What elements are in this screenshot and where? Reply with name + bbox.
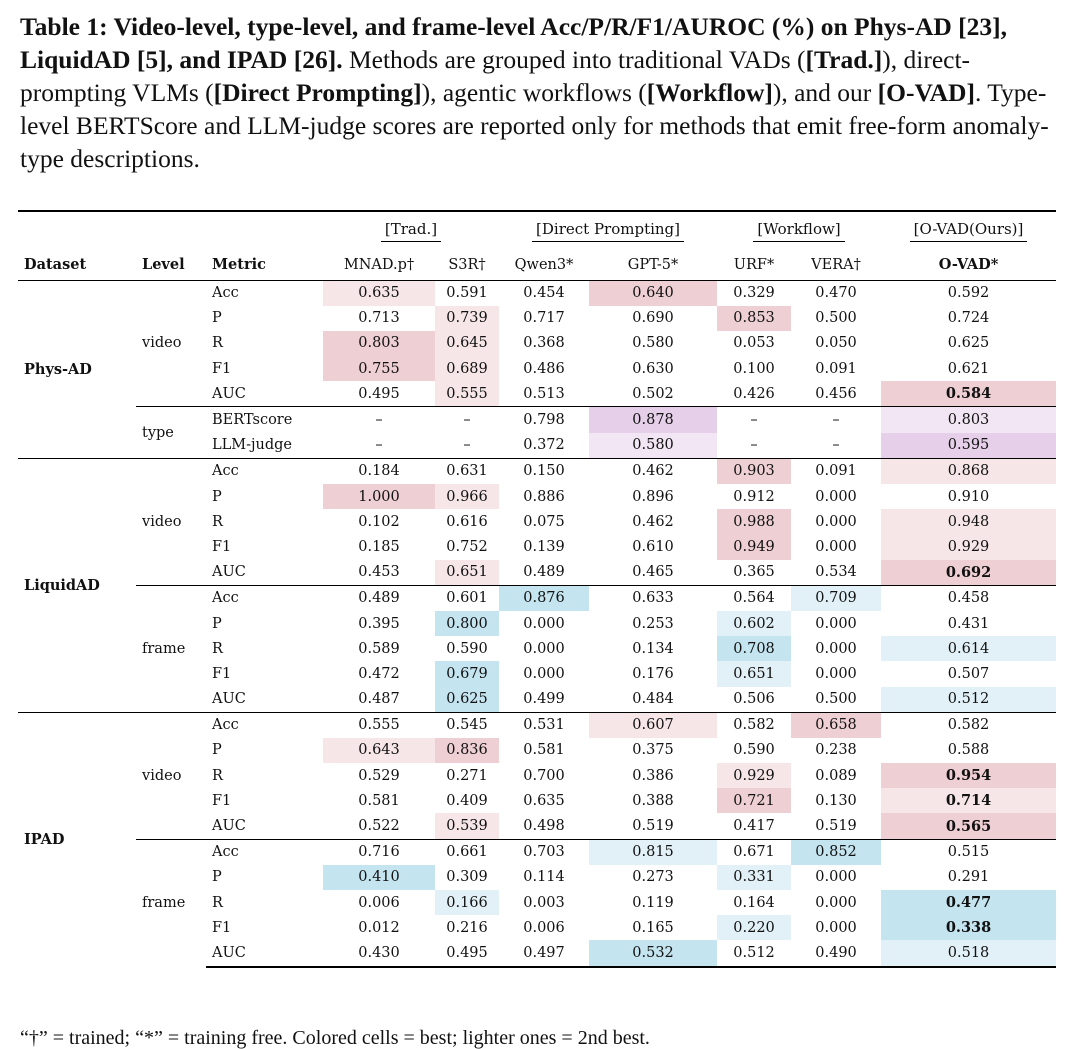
header-method: VERA†: [811, 256, 861, 273]
table-cell: 0.582: [717, 712, 791, 738]
table-cell: 0.100: [733, 360, 775, 377]
column-header-row: [18, 250, 1056, 280]
table-cell: 0.050: [815, 335, 857, 352]
table-cell: 0.456: [815, 385, 857, 402]
table-cell: 0.988: [717, 509, 791, 534]
table-cell: 0.000: [815, 513, 857, 530]
caption-body-4: ), and our: [772, 78, 878, 107]
table-cell: 0.309: [446, 869, 488, 886]
header-method: Qwen3*: [514, 256, 574, 273]
table-cell: 0.635: [323, 280, 435, 306]
table-cell: 0.531: [499, 712, 589, 738]
metric-label: Acc: [206, 839, 323, 865]
table-cell: 0.590: [733, 742, 775, 759]
table-cell: 0.000: [815, 640, 857, 657]
table-cell: 0.709: [791, 585, 881, 611]
table-cell: 0.498: [523, 818, 565, 835]
metric-label: R: [212, 513, 223, 530]
header-dataset: Dataset: [24, 256, 87, 274]
table-cell: 0.518: [881, 940, 1056, 966]
level-label: frame: [136, 585, 206, 712]
table-row: [18, 839, 1056, 865]
table-cell: 0.651: [435, 560, 499, 586]
metric-label: R: [212, 767, 223, 784]
table-cell: –: [375, 437, 383, 454]
table-cell: 0.497: [499, 940, 589, 966]
table-cell: 0.886: [523, 488, 565, 505]
caption-body-1: Methods are grouped into traditional VADs (: [342, 45, 806, 74]
caption-body-5: . Type-level BERTScore and LLM-judge scores are reported only for methods that emit free-form anomaly-type descriptions.: [20, 78, 1049, 173]
table-cell: 0.410: [323, 865, 435, 890]
table-cell: 0.502: [632, 385, 674, 402]
table-cell: 0.700: [523, 767, 565, 784]
table-cell: 0.640: [589, 280, 717, 306]
table-cell: 0.372: [523, 437, 565, 454]
table-cell: 0.000: [815, 869, 857, 886]
table-cell: 0.581: [358, 792, 400, 809]
table-cell: 0.581: [523, 742, 565, 759]
table-cell: 0.721: [717, 788, 791, 813]
table-cell: 0.003: [523, 894, 565, 911]
table-cell: 0.595: [881, 433, 1056, 459]
table-cell: 0.053: [733, 335, 775, 352]
metric-label: AUC: [212, 691, 246, 708]
table-cell: 0.703: [499, 839, 589, 865]
table-cell: 0.465: [632, 564, 674, 581]
table-cell: 0.089: [815, 767, 857, 784]
metric-label: Acc: [206, 458, 323, 484]
table-cell: 0.852: [791, 839, 881, 865]
table-cell: 0.630: [632, 360, 674, 377]
table-cell: 0.610: [632, 538, 674, 555]
table-cell: 0.616: [446, 513, 488, 530]
table-cell: 0.532: [589, 940, 717, 966]
table-cell: 0.375: [632, 742, 674, 759]
caption-group-ovad: [O-VAD]: [877, 78, 975, 107]
table-cell: 0.500: [815, 310, 857, 327]
table-cell: 0.495: [358, 385, 400, 402]
header-method: URF*: [733, 256, 775, 273]
table-cell: 0.529: [358, 767, 400, 784]
table-cell: 0.580: [589, 433, 717, 459]
table-row: [18, 585, 1056, 611]
metric-label: F1: [212, 919, 232, 936]
table-cell: 0.134: [632, 640, 674, 657]
table-cell: –: [435, 407, 499, 433]
table-cell: 0.291: [947, 869, 990, 886]
table-cell: 0.489: [523, 564, 565, 581]
table-cell: 0.555: [435, 381, 499, 407]
table-caption: [20, 10, 1058, 175]
table-cell: 0.176: [632, 665, 674, 682]
table-cell: 0.075: [523, 513, 565, 530]
table-cell: 0.454: [499, 280, 589, 306]
table-cell: 0.490: [791, 940, 881, 966]
table-cell: 0.580: [632, 335, 674, 352]
metric-label: AUC: [212, 564, 246, 581]
table-cell: 0.091: [791, 458, 881, 484]
metric-label: R: [212, 335, 223, 352]
table-cell: 0.114: [523, 869, 565, 886]
table-cell: 0.499: [523, 691, 565, 708]
table-cell: 0.591: [435, 280, 499, 306]
table-cell: 0.506: [733, 691, 775, 708]
table-cell: 0.588: [947, 742, 990, 759]
caption-group-workflow: [Workflow]: [646, 78, 773, 107]
table-cell: 0.948: [881, 509, 1056, 534]
table-cell: 0.470: [791, 280, 881, 306]
metric-label: Acc: [206, 280, 323, 306]
table-cell: 0.716: [323, 839, 435, 865]
group-ovad: [O-VAD(Ours)]: [881, 211, 1056, 250]
table-cell: 0.724: [947, 310, 990, 327]
table-cell: 0.929: [717, 763, 791, 788]
table-cell: 0.929: [881, 534, 1056, 559]
table-cell: 0.643: [323, 738, 435, 763]
table-cell: 0.635: [523, 792, 565, 809]
dataset-label: LiquidAD: [18, 458, 136, 712]
table-cell: 0.477: [881, 890, 1056, 915]
table-cell: 0.495: [435, 940, 499, 966]
table-cell: 0.184: [323, 458, 435, 484]
table-cell: 0.582: [881, 712, 1056, 738]
table-cell: 0.409: [446, 792, 488, 809]
table-cell: 0.487: [358, 691, 400, 708]
header-method: GPT-5*: [627, 256, 679, 273]
table-cell: 0.000: [815, 615, 857, 632]
table-cell: 0.853: [717, 306, 791, 331]
table-cell: 0.453: [358, 564, 400, 581]
table-cell: 0.119: [632, 894, 674, 911]
table-cell: 0.000: [815, 894, 857, 911]
table-cell: 0.836: [435, 738, 499, 763]
table-cell: 0.130: [815, 792, 857, 809]
table-cell: 0.679: [435, 661, 499, 686]
table-cell: 0.216: [446, 919, 488, 936]
table-cell: 0.513: [523, 385, 565, 402]
metric-label: P: [212, 742, 222, 759]
table-cell: 0.878: [589, 407, 717, 433]
table-cell: 0.462: [589, 458, 717, 484]
header-metric: Metric: [212, 256, 266, 274]
table-cell: 0.966: [435, 484, 499, 509]
table-cell: 0.166: [435, 890, 499, 915]
table-cell: 0.798: [499, 407, 589, 433]
table-cell: 0.365: [733, 564, 775, 581]
caption-title: Table 1: Video-level, type-level, and frame-level Acc/P/R/F1/AUROC (%) on Phys-AD [23], LiquidAD [5], and IPAD [26].: [20, 12, 1008, 74]
caption-body-3: ), agentic workflows (: [421, 78, 647, 107]
table-cell: 0.500: [815, 691, 857, 708]
table-cell: –: [832, 437, 840, 454]
table-cell: 1.000: [323, 484, 435, 509]
table-cell: 0.512: [881, 687, 1056, 713]
table-cell: 0.386: [632, 767, 674, 784]
metric-label: AUC: [212, 385, 246, 402]
table-cell: 0.164: [733, 894, 775, 911]
table-cell: 0.331: [717, 865, 791, 890]
table-cell: 0.522: [358, 818, 400, 835]
table-cell: 0.690: [632, 310, 674, 327]
header-method: S3R†: [448, 256, 486, 273]
metric-label: AUC: [206, 940, 323, 966]
table-cell: 0.651: [717, 661, 791, 686]
table-cell: 0.803: [323, 331, 435, 356]
metric-label: R: [212, 640, 223, 657]
level-label: video: [136, 458, 206, 585]
metric-label: Acc: [206, 712, 323, 738]
table-cell: 0.000: [815, 665, 857, 682]
header-level: Level: [142, 256, 185, 274]
table-cell: 0.752: [446, 538, 488, 555]
metric-label: F1: [212, 792, 232, 809]
table-cell: 0.220: [717, 915, 791, 940]
table-cell: 0.625: [435, 687, 499, 713]
metric-label: BERTscore: [206, 407, 323, 433]
table-cell: 0.689: [435, 356, 499, 381]
table-cell: 0.714: [881, 788, 1056, 813]
table-cell: 0.395: [358, 615, 400, 632]
table-row: [18, 458, 1056, 484]
table-cell: 0.000: [815, 488, 857, 505]
table-cell: 0.671: [717, 839, 791, 865]
table-cell: 0.431: [947, 615, 990, 632]
table-cell: 0.607: [589, 712, 717, 738]
table-cell: –: [791, 407, 881, 433]
table-cell: 0.368: [523, 335, 565, 352]
footnote: “†” = trained; “*” = training free. Colored cells = best; lighter ones = 2nd best.: [20, 1027, 650, 1049]
table-cell: 0.012: [358, 919, 400, 936]
table-cell: 0.755: [323, 356, 435, 381]
table-cell: 0.868: [881, 458, 1056, 484]
table-cell: 0.912: [733, 488, 775, 505]
table-cell: 0.458: [881, 585, 1056, 611]
table-cell: 0.000: [523, 640, 565, 657]
table-cell: 0.621: [947, 360, 990, 377]
table-cell: 0.139: [523, 538, 565, 555]
table-cell: 0.601: [435, 585, 499, 611]
table-cell: 0.253: [632, 615, 674, 632]
group-workflow: [Workflow]: [717, 211, 881, 250]
table-cell: 0.426: [733, 385, 775, 402]
header-method: MNAD.p†: [343, 256, 415, 273]
metric-label: Acc: [206, 585, 323, 611]
metric-label: F1: [212, 360, 232, 377]
table-cell: 0.006: [523, 919, 565, 936]
table-cell: 0.150: [499, 458, 589, 484]
table-cell: 0.489: [323, 585, 435, 611]
caption-group-trad: [Trad.]: [805, 45, 883, 74]
metric-label: R: [212, 894, 223, 911]
metric-label: F1: [212, 665, 232, 682]
metric-label: P: [212, 488, 222, 505]
table-cell: 0.631: [435, 458, 499, 484]
caption-body-2: ), direct-prompting VLMs (: [20, 45, 971, 107]
level-label: type: [136, 407, 206, 458]
table-cell: 0.000: [523, 615, 565, 632]
table-cell: 0.519: [815, 818, 857, 835]
table-cell: 0.000: [815, 919, 857, 936]
table-row: [18, 280, 1056, 306]
metric-label: LLM-judge: [212, 437, 292, 454]
table-cell: 0.091: [815, 360, 857, 377]
table-cell: 0.592: [881, 280, 1056, 306]
table-cell: 0.388: [632, 792, 674, 809]
table-cell: 0.006: [358, 894, 400, 911]
table-cell: 0.949: [717, 534, 791, 559]
group-header-row: [18, 211, 1056, 250]
table-cell: 0.713: [358, 310, 400, 327]
table-cell: 0.238: [815, 742, 857, 759]
table-cell: 0.430: [323, 940, 435, 966]
table-cell: 0.896: [632, 488, 674, 505]
table-cell: 0.692: [881, 560, 1056, 586]
table-cell: 0.000: [523, 665, 565, 682]
dataset-label: Phys-AD: [18, 280, 136, 458]
table-cell: 0.954: [881, 763, 1056, 788]
metric-label: P: [212, 615, 222, 632]
table-row: [18, 407, 1056, 433]
table-cell: 0.462: [632, 513, 674, 530]
table-cell: 0.271: [446, 767, 488, 784]
table-cell: 0.102: [358, 513, 400, 530]
table-cell: 0.602: [717, 611, 791, 636]
table-cell: 0.273: [632, 869, 674, 886]
table-cell: 0.633: [589, 585, 717, 611]
table-cell: 0.739: [435, 306, 499, 331]
table-cell: 0.472: [358, 665, 400, 682]
table-cell: 0.185: [358, 538, 400, 555]
table-cell: 0.417: [733, 818, 775, 835]
table-cell: –: [750, 437, 758, 454]
metric-label: F1: [212, 538, 232, 555]
table-cell: 0.589: [358, 640, 400, 657]
table-cell: 0.645: [435, 331, 499, 356]
group-direct: [Direct Prompting]: [499, 211, 717, 250]
table-cell: 0.717: [523, 310, 565, 327]
table-cell: 0.534: [815, 564, 857, 581]
metric-label: P: [212, 310, 222, 327]
table-cell: 0.614: [881, 636, 1056, 661]
table-cell: 0.539: [435, 813, 499, 839]
table-cell: 0.507: [947, 665, 990, 682]
table-cell: 0.708: [717, 636, 791, 661]
table-cell: 0.484: [632, 691, 674, 708]
table-cell: 0.555: [323, 712, 435, 738]
caption-group-direct: [Direct Prompting]: [213, 78, 422, 107]
table-cell: 0.590: [446, 640, 488, 657]
table-cell: 0.519: [632, 818, 674, 835]
level-label: video: [136, 712, 206, 839]
table-cell: 0.658: [791, 712, 881, 738]
table-cell: 0.584: [881, 381, 1056, 407]
table-cell: 0.515: [881, 839, 1056, 865]
table-cell: 0.000: [815, 538, 857, 555]
table-cell: 0.661: [435, 839, 499, 865]
table-cell: –: [463, 437, 471, 454]
table-cell: 0.545: [435, 712, 499, 738]
level-label: video: [136, 280, 206, 407]
group-trad: [Trad.]: [323, 211, 499, 250]
table-cell: –: [717, 407, 791, 433]
table-cell: 0.803: [881, 407, 1056, 433]
table-row: [18, 712, 1056, 738]
level-label: frame: [136, 839, 206, 966]
table-cell: 0.565: [881, 813, 1056, 839]
table-cell: 0.815: [589, 839, 717, 865]
table-cell: 0.486: [523, 360, 565, 377]
table-cell: 0.625: [947, 335, 990, 352]
table-cell: 0.512: [717, 940, 791, 966]
table-cell: 0.564: [717, 585, 791, 611]
table-cell: 0.338: [881, 915, 1056, 940]
dataset-label: IPAD: [18, 712, 136, 966]
metric-label: AUC: [212, 818, 246, 835]
table-cell: 0.165: [632, 919, 674, 936]
table-cell: –: [323, 407, 435, 433]
table-cell: 0.876: [499, 585, 589, 611]
table-cell: 0.800: [435, 611, 499, 636]
table-cell: 0.903: [717, 458, 791, 484]
header-method: O-VAD*: [938, 256, 999, 274]
metric-label: P: [212, 869, 222, 886]
table-cell: 0.910: [947, 488, 990, 505]
table-cell: 0.329: [717, 280, 791, 306]
results-table: [18, 210, 1056, 968]
